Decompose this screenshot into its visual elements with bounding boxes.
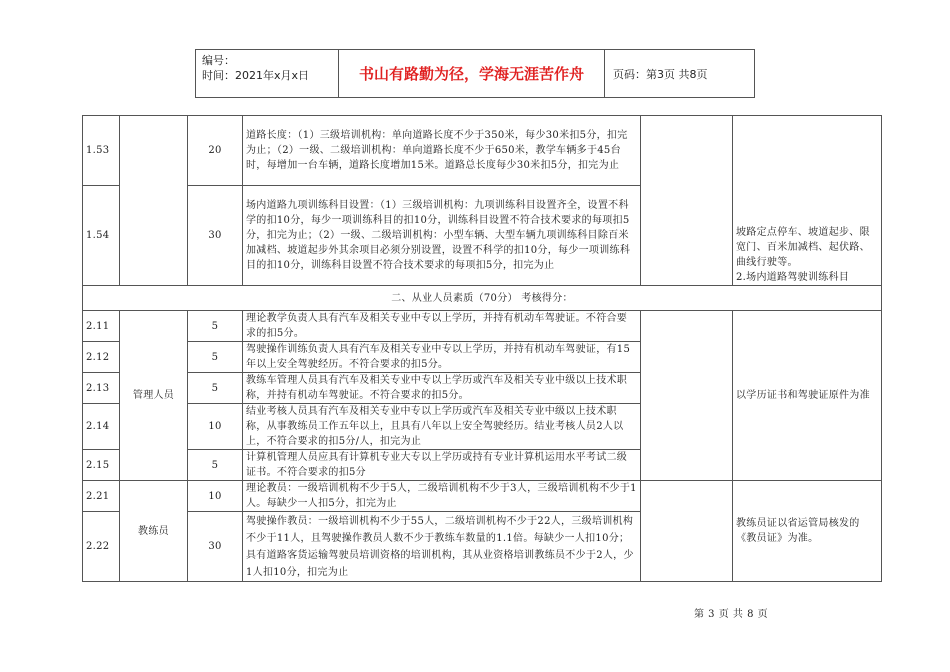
blank-cell (641, 116, 733, 286)
table-row (83, 116, 882, 186)
page-footer: 第 3 页 共 8 页 (694, 609, 769, 620)
table-row (83, 311, 882, 342)
remark-coach: 教练员证以省运管局核发的《教员证》为准。 (733, 481, 882, 582)
item-number: 2.12 (83, 342, 120, 373)
item-number: 2.11 (83, 311, 120, 342)
page-header (195, 49, 755, 98)
blank-cell (641, 481, 733, 582)
number-label: 编号： (202, 54, 235, 67)
remark-cell (733, 116, 882, 286)
header-motto: 书山有路勤为径，学海无涯苦作舟 (339, 50, 605, 97)
item-criteria: 教练车管理人员具有汽车及相关专业中专以上学历或汽车及相关专业中级以上技术职称，并持有机动车驾驶证。不符合要求的扣5分。 (243, 373, 641, 404)
remark-text-2: 2.场内道路驾驶训练科目 (736, 272, 850, 283)
item-criteria: 理论教学负责人具有汽车及相关专业中专以上学历，并持有机动车驾驶证。不符合要求的扣5分。 (243, 311, 641, 342)
item-number: 2.21 (83, 481, 120, 512)
category-management: 管理人员 (120, 311, 188, 481)
section-row (83, 286, 882, 311)
category-coach: 教练员 (120, 481, 188, 582)
item-number: 2.22 (83, 512, 120, 582)
item-score: 30 (188, 512, 243, 582)
item-number: 2.15 (83, 450, 120, 481)
table-row (83, 481, 882, 512)
header-info (196, 50, 339, 97)
item-criteria: 理论教员：一级培训机构不少于5人，二级培训机构不少于3人，三级培训机构不少于1人。每缺少一人扣5分，扣完为止 (243, 481, 641, 512)
item-score: 5 (188, 450, 243, 481)
section-title: 二、从业人员素质（70分） 考核得分： (83, 286, 882, 311)
assessment-table (82, 115, 882, 582)
header-page: 页码：第3页 共8页 (613, 67, 708, 81)
item-criteria: 道路长度：（1）三级培训机构：单向道路长度不少于350米，每少30米扣5分，扣完为止；（2）一级、二级培训机构：单向道路长度不少于650米，教学车辆多于45台时，每增加一台车辆，道路长度增加15米。道路总长度每少30米扣5分，扣完为止 (243, 116, 641, 186)
item-number: 1.53 (83, 116, 120, 186)
time-label: 时间：2021年x月x日 (202, 69, 310, 82)
item-criteria: 结业考核人员具有汽车及相关专业中专以上学历或汽车及相关专业中级以上技术职称，从事教练员工作五年以上，且具有八年以上安全驾驶经历。结业考核人员2人以上，不符合要求的扣5分/人，扣完为止 (243, 404, 641, 450)
item-number: 2.14 (83, 404, 120, 450)
item-criteria: 驾驶操作训练负责人具有汽车及相关专业中专以上学历，并持有机动车驾驶证，有15年以上安全驾驶经历。不符合要求的扣5分。 (243, 342, 641, 373)
item-number: 1.54 (83, 186, 120, 286)
item-score: 5 (188, 373, 243, 404)
item-score: 5 (188, 311, 243, 342)
item-criteria: 场内道路九项训练科目设置：（1）三级培训机构：九项训练科目设置齐全，设置不科学的扣10分，每少一项训练科目的扣10分，训练科目设置不符合技术要求的每项扣5分，扣完为止；（2）一级、二级培训机构：小型车辆、大型车辆九项训练科目除百米加减档、坡道起步外其余项目必须分别设置，设置不科学的扣10分，每少一项训练科目的扣10分，训练科目设置不符合技术要求的每项扣5分，扣完为止 (243, 186, 641, 286)
remark-management: 以学历证书和驾驶证原件为准 (733, 311, 882, 481)
item-criteria: 驾驶操作教员：一级培训机构不少于55人，二级培训机构不少于22人，三级培训机构不少于11人，且驾驶操作教员人数不少于教练车数量的1.1倍。每缺少一人扣10分；具有道路客货运输驾驶员培训资格的培训机构，其从业资格培训教练员不少于2人，少1人扣10分，扣完为止 (243, 512, 641, 582)
item-number: 2.13 (83, 373, 120, 404)
item-score: 20 (188, 116, 243, 186)
item-score: 10 (188, 481, 243, 512)
remark-text: 坡路定点停车、坡道起步、限宽门、百米加减档、起伏路、曲线行驶等。 (736, 227, 870, 268)
blank-cell (641, 311, 733, 481)
item-score: 10 (188, 404, 243, 450)
item-score: 30 (188, 186, 243, 286)
category-cell (120, 116, 188, 286)
item-score: 5 (188, 342, 243, 373)
item-criteria: 计算机管理人员应具有计算机专业大专以上学历或持有专业计算机运用水平考试二级证书。不符合要求的扣5分 (243, 450, 641, 481)
